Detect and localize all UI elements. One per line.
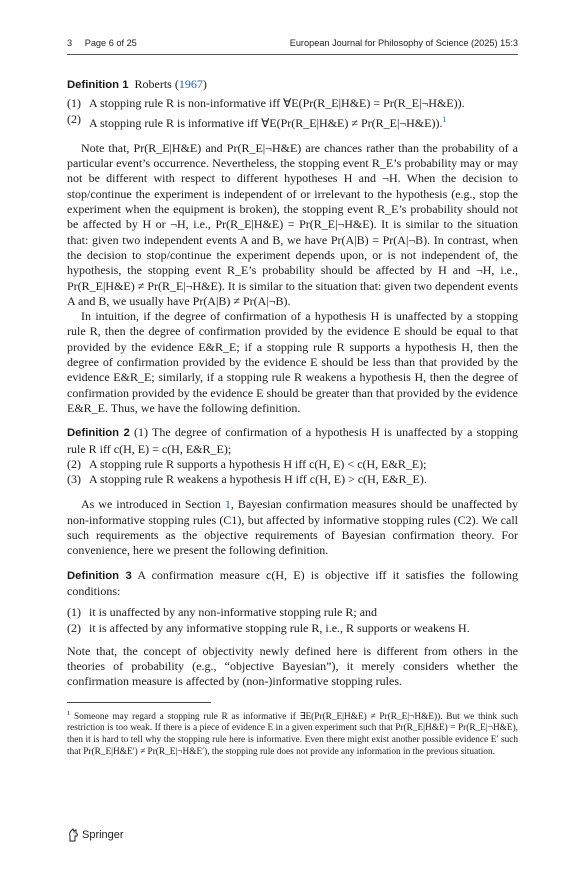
- definition-1-head: [67, 77, 518, 93]
- definition-2: [67, 425, 518, 487]
- definition-1-close: ): [202, 77, 207, 91]
- journal-citation: European Journal for Philosophy of Science (2025) 15:3: [289, 38, 518, 48]
- paragraph-objectivity-note: Note that, the concept of objectivity newly defined here is different from others in the theories of probability (e.g., “objective Bayesian”), it merely considers whether the confirmation measure is affected by (non-)informative stopping rules.: [67, 643, 518, 689]
- footnote-number: 1: [67, 709, 71, 717]
- item-text: [89, 112, 518, 131]
- page-number: 3: [67, 38, 73, 48]
- page-of: Page 6 of 25: [84, 38, 137, 48]
- paragraph-intuition: In intuition, if the degree of confirmation of a hypothesis H is unaffected by a stopping rule R, then the degree of confirmation provided by the evidence E should be equal to that provided by the evidence E&R_E; if a stopping rule R supports a hypothesis H, then the degree of confirmation provided by the evidence E should be less than that provided by the evidence E&R_E; similarly, if a stopping rule R weakens a hypothesis H, then the degree of confirmation provided by the evidence E should be greater than that provided by the evidence E&R_E. Thus, we have the following definition.: [67, 309, 518, 415]
- footnote-1: [67, 708, 518, 758]
- definition-3: [67, 568, 518, 636]
- item-number: (1): [134, 425, 148, 440]
- definition-2-title: Definition 2: [67, 427, 130, 440]
- definition-3-title: Definition 3: [67, 569, 132, 582]
- definition-1-author: Roberts (: [134, 77, 179, 91]
- paragraph-objective-requirements: [67, 497, 518, 558]
- section-link-1[interactable]: 1: [224, 497, 231, 512]
- definition-3-item-1: [67, 605, 518, 620]
- citation-link-1967[interactable]: 1967: [178, 77, 203, 91]
- definition-2-item-3: [67, 472, 518, 487]
- item-text: it is unaffected by any non-informative stopping rule R; and: [89, 605, 378, 620]
- paragraph-text-a: As we introduced in Section: [81, 497, 225, 512]
- item-number: (2): [67, 111, 81, 126]
- item-number: (2): [67, 456, 81, 471]
- definition-3-item-2: [67, 621, 518, 636]
- definition-2-item-2: [67, 457, 518, 472]
- definition-1-title: Definition 1: [67, 79, 129, 91]
- definition-1-items: [67, 96, 518, 131]
- definition-2-item-1: [67, 425, 518, 457]
- publisher-name: Springer: [82, 829, 124, 841]
- item-number: (1): [67, 96, 81, 111]
- definition-1: [67, 77, 518, 131]
- paragraph-chances: Note that, Pr(R_E|H&E) and Pr(R_E|¬H&E) are chances rather than the probability of a particular event’s occurrence. Nevertheless, the stopping event R_E’s probability may or may not be different with respect to different hypotheses H and ¬H. When the decision to stop/continue the experiment is independent of or irrelevant to the hypothesis (e.g., stop the experiment when the equipment is broken), the stopping event R_E’s probability should not be affected by H or ¬H, i.e., Pr(R_E|H&E) = Pr(R_E|¬H&E). It is similar to the situation that: given two independent events A and B, we have Pr(A|B) = Pr(A|¬B). In contrast, when the decision to stop/continue the experiment depends upon, or is not independent of, the hypothesis, the stopping event R_E’s probability should be affected by H and ¬H, i.e., Pr(R_E|H&E) ≠ Pr(R_E|¬H&E). It is similar to the situation that: given two dependent events A and B, we usually have Pr(A|B) ≠ Pr(A|¬B).: [67, 140, 518, 308]
- definition-3-head: [67, 568, 518, 600]
- definition-1-item-2: [67, 112, 518, 131]
- item-text: [67, 425, 518, 457]
- definition-3-text: A confirmation measure c(H, E) is objective iff it satisfies the following conditions:: [67, 567, 518, 598]
- item-text: A stopping rule R is non-informative iff ∀E(Pr(R_E|H&E) = Pr(R_E|¬H&E)).: [89, 96, 465, 111]
- footnote-text: Someone may regard a stopping rule R as informative if ∃E(Pr(R_E|H&E) ≠ Pr(R_E|¬H&E)). But we think such restriction is too weak. If there is a piece of evidence E in a given experiment such that Pr(R_E|H&E) = Pr(R_E|¬H&E), then it is hard to tell why the stopping rule here is informative. Even there might exist another possible evidence E′ such that Pr(R_E|H&E′) ≠ Pr(R_E|¬H&E′), the stopping rule does not provide any information in the previous situation.: [67, 711, 518, 757]
- item-text-body: A stopping rule R is informative iff ∀E(Pr(R_E|H&E) ≠ Pr(R_E|¬H&E)).: [89, 115, 443, 130]
- footnote-divider: [67, 702, 211, 703]
- page: [67, 38, 518, 758]
- item-number: (1): [67, 605, 81, 620]
- paragraph-text-b: , Bayesian confirmation measures should be unaffected by non-informative stopping rules (C1), but affected by informative stopping rules (C2). We call such requirements as the objective requirements of Bayesian confirmation theory. For convenience, here we present the following definition.: [67, 497, 519, 558]
- item-text: it is affected by any informative stopping rule R, i.e., R supports or weakens H.: [89, 620, 470, 635]
- item-text: A stopping rule R weakens a hypothesis H iff c(H, E) > c(H, E&R_E).: [89, 472, 427, 487]
- header-left: [67, 38, 137, 48]
- item-text: A stopping rule R supports a hypothesis H iff c(H, E) < c(H, E&R_E);: [89, 456, 427, 471]
- definition-3-items: [67, 605, 518, 636]
- footnote-mark-1[interactable]: 1: [442, 114, 447, 124]
- springer-horse-logo-icon: [67, 828, 79, 842]
- item-number: (2): [67, 620, 81, 635]
- running-header: [67, 38, 518, 55]
- item-number: (3): [67, 472, 81, 487]
- publisher-footer: [67, 828, 124, 842]
- definition-1-item-1: [67, 96, 518, 111]
- item-text-body: The degree of confirmation of a hypothesis H is unaffected by a stopping rule R iff c(H, E) = c(H, E&R_E);: [67, 425, 518, 456]
